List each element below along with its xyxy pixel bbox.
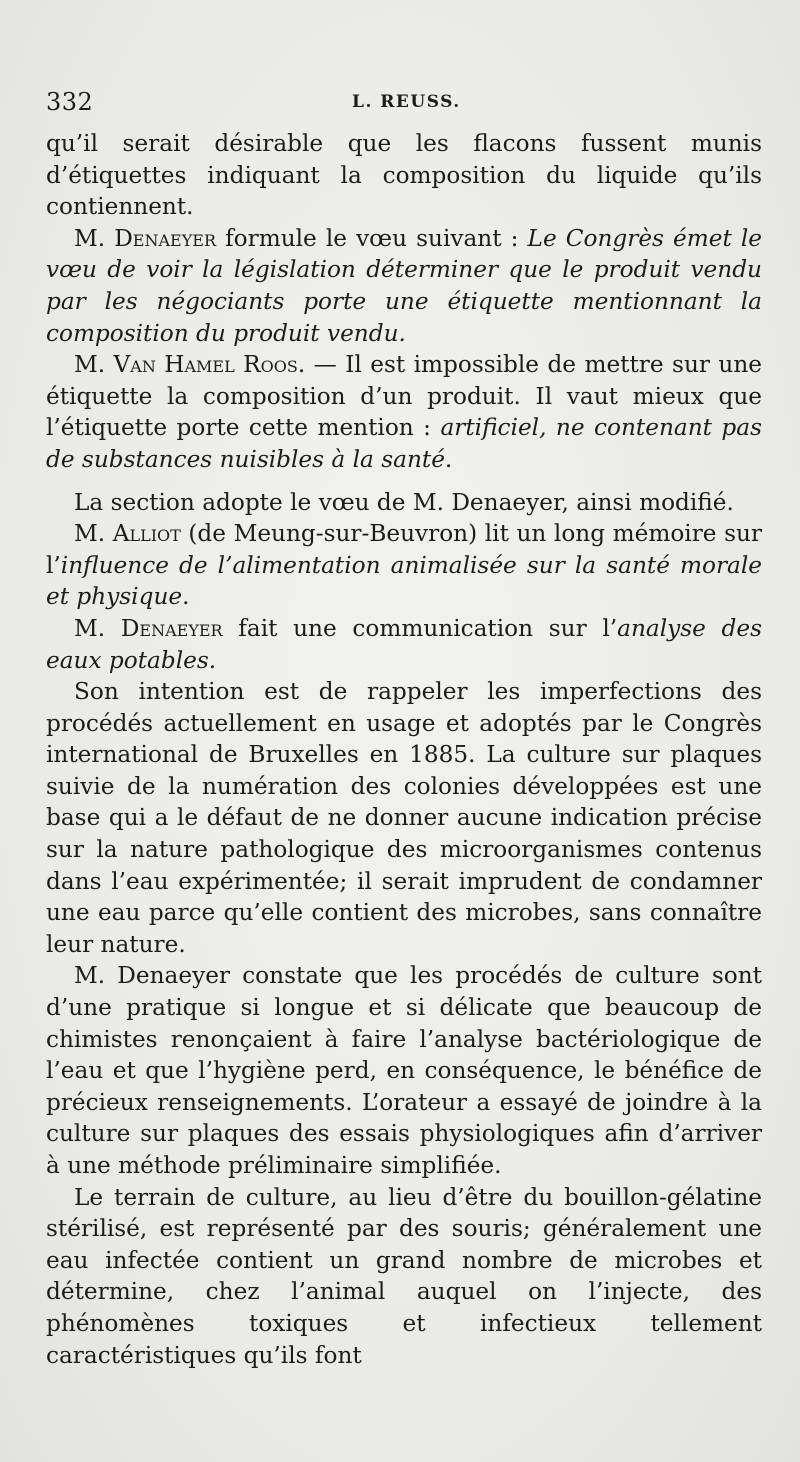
paragraph-3-tail: . xyxy=(444,445,453,473)
paragraph-3-lead: . — Il est impossible de mettre sur une étiquette la composition d’un produit. Il vaut mieux que l’étiquette porte cette mention : xyxy=(46,351,762,442)
speaker-alliot: Alliot xyxy=(112,520,181,548)
paragraph-8-text: M. Denaeyer constate que les procédés de culture sont d’une pratique si longue et si délicate que beaucoup de chimistes renonçaient à faire l’analyse bactériologique de l’eau et que l’hygiène perd, en conséquence, le bénéfice de précieux renseignements. L’orateur a essayé de joindre à la culture sur plaques des essais physiologiques afin d’arriver à une méthode préliminaire simplifiée. xyxy=(46,962,762,1179)
speaker-van-hamel-roos: Van Hamel Roos xyxy=(113,351,298,379)
paragraph-2 xyxy=(46,223,762,349)
paragraph-5-prefix: M. xyxy=(74,520,113,548)
body-text xyxy=(46,128,762,1371)
running-title: L. REUSS. xyxy=(352,92,461,112)
paragraph-5-lead: (de Meung-sur-Beuvron) lit un long mémoire sur l’ xyxy=(46,520,763,579)
label-mention: artificiel, ne contenant pas de substances nuisibles à la santé xyxy=(46,414,762,473)
communication-title: analyse des eaux potables xyxy=(46,614,762,674)
running-head xyxy=(0,88,800,118)
paragraph-8 xyxy=(46,960,762,1181)
paragraph-3 xyxy=(46,349,762,475)
paragraph-6-tail: . xyxy=(208,646,217,674)
page-number: 332 xyxy=(46,88,94,116)
paragraph-9-text: Le terrain de culture, au lieu d’être du bouillon-gélatine stérilisé, est représenté par des souris; généralement une eau infectée contient un grand nombre de microbes et détermine, chez l’animal auquel on l’injecte, des phénomènes toxiques et infectieux tellement caractéristiques qu’ils font xyxy=(46,1183,762,1369)
paragraph-6-prefix: M. xyxy=(74,614,121,642)
paragraph-7 xyxy=(46,676,762,960)
paragraph-4-text: La section adopte le vœu de M. Denaeyer, ainsi modifié. xyxy=(74,488,734,516)
paragraph-1 xyxy=(46,128,762,223)
paragraph-2-prefix: M. xyxy=(74,224,115,252)
section-gap xyxy=(46,476,762,487)
paragraph-5-tail: . xyxy=(182,583,190,611)
paragraph-1-text: qu’il serait désirable que les flacons fussent munis d’étiquettes indiquant la composition du liquide qu’ils contiennent. xyxy=(46,130,762,221)
paragraph-2-lead: formule le vœu suivant : xyxy=(216,224,528,252)
speaker-denaeyer-2: Denaeyer xyxy=(120,614,223,642)
paragraph-6 xyxy=(46,613,762,676)
paragraph-4 xyxy=(46,487,762,519)
paragraph-6-lead: fait une communication sur l’ xyxy=(222,614,618,642)
paragraph-3-prefix: M. xyxy=(74,351,114,379)
memoir-title: influence de l’alimentation animalisée sur la santé morale et physique xyxy=(46,551,762,611)
paragraph-7-text: Son intention est de rappeler les imperfections des procédés actuellement en usage et adoptés par le Congrès international de Bruxelles en 1885. La culture sur plaques suivie de la numération des colonies développées est une base qui a le défaut de ne donner aucune indication précise sur la nature pathologique des microorganismes contenus dans l’eau expérimentée; il serait imprudent de condamner une eau parce qu’elle contient des microbes, sans connaître leur nature. xyxy=(46,678,762,958)
proposed-resolution: Le Congrès émet le vœu de voir la législation déterminer que le produit vendu par les négociants porte une étiquette mentionnant la composition du produit vendu. xyxy=(46,224,762,347)
paragraph-5 xyxy=(46,518,762,613)
speaker-denaeyer: Denaeyer xyxy=(114,224,216,252)
paragraph-9 xyxy=(46,1182,762,1372)
